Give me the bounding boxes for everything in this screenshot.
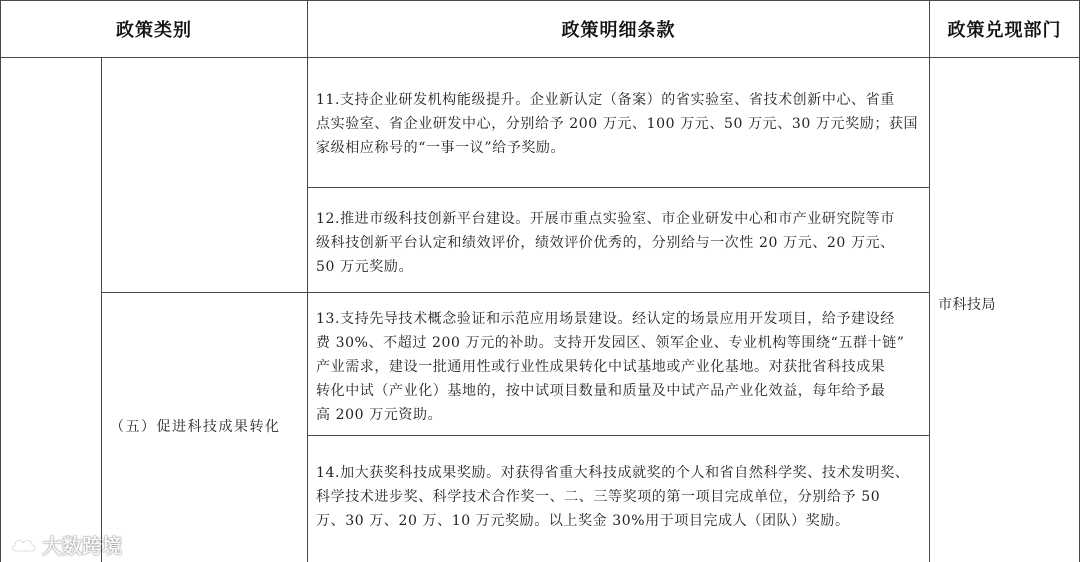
policy-item-11-line-3: 家级相应称号的“一事一议”给予奖励。 [316,140,566,156]
policy-item-11 [316,88,924,160]
policy-item-13 [316,307,924,427]
header-policy-detail: 政策明细条款 [561,19,676,41]
policy-item-14-line-3: 万、30 万、20 万、10 万元奖励。以上奖金 30%用于项目完成人（团队）奖励。 [316,513,850,529]
subcategory-row-divider [101,292,929,293]
header-divider [0,57,1080,58]
policy-item-12 [316,207,924,279]
item-13-bottom-divider [307,435,929,436]
watermark [10,530,122,559]
item-11-bottom-divider [307,187,929,188]
policy-item-13-line-5: 高 200 万元资助。 [316,407,443,423]
policy-item-14 [316,461,924,533]
department-name: 市科技局 [938,297,996,313]
policy-item-13-line-3: 产业需求，建设一批通用性或行业性成果转化中试基地或产业化基地。对获批省科技成果 [316,359,886,375]
detail-column-right-divider [929,0,930,562]
policy-item-14-line-1: 14.加大获奖科技成果奖励。对获得省重大科技成就奖的个人和省自然科学奖、技术发明奖、 [316,465,910,481]
policy-item-12-line-1: 12.推进市级科技创新平台建设。开展市重点实验室、市企业研发中心和市产业研究院等市 [316,211,895,227]
table-border-left [0,0,1,562]
header-policy-category: 政策类别 [116,19,192,41]
policy-item-11-line-1: 11.支持企业研发机构能级提升。企业新认定（备案）的省实验室、省技术创新中心、省重 [316,92,895,108]
policy-item-12-line-3: 50 万元奖励。 [316,259,414,275]
subcategory-label: （五）促进科技成果转化 [110,419,281,435]
watermark-text: 大数跨境 [42,534,122,558]
policy-item-13-line-1: 13.支持先导技术概念验证和示范应用场景建设。经认定的场景应用开发项目，给予建设经 [316,311,895,327]
cloud-logo-icon [10,535,38,555]
policy-item-14-line-2: 科学技术进步奖、科学技术合作奖一、二、三等奖项的第一项目完成单位，分别给予 50 [316,489,881,505]
detail-column-left-divider [307,0,308,562]
header-policy-department: 政策兑现部门 [947,19,1062,41]
subcategory-column-divider [101,57,102,562]
policy-item-13-line-4: 转化中试（产业化）基地的，按中试项目数量和质量及中试产品产业化效益，每年给予最 [316,383,886,399]
policy-item-11-line-2: 点实验室、省企业研发中心，分别给予 200 万元、100 万元、50 万元、30 万元奖励；获国 [316,116,919,132]
policy-item-12-line-2: 级科技创新平台认定和绩效评价，绩效评价优秀的，分别给与一次性 20 万元、20 万元、 [316,235,895,251]
policy-item-13-line-2: 费 30%、不超过 200 万元的补助。支持开发园区、领军企业、专业机构等围绕“五群十链” [316,335,905,351]
